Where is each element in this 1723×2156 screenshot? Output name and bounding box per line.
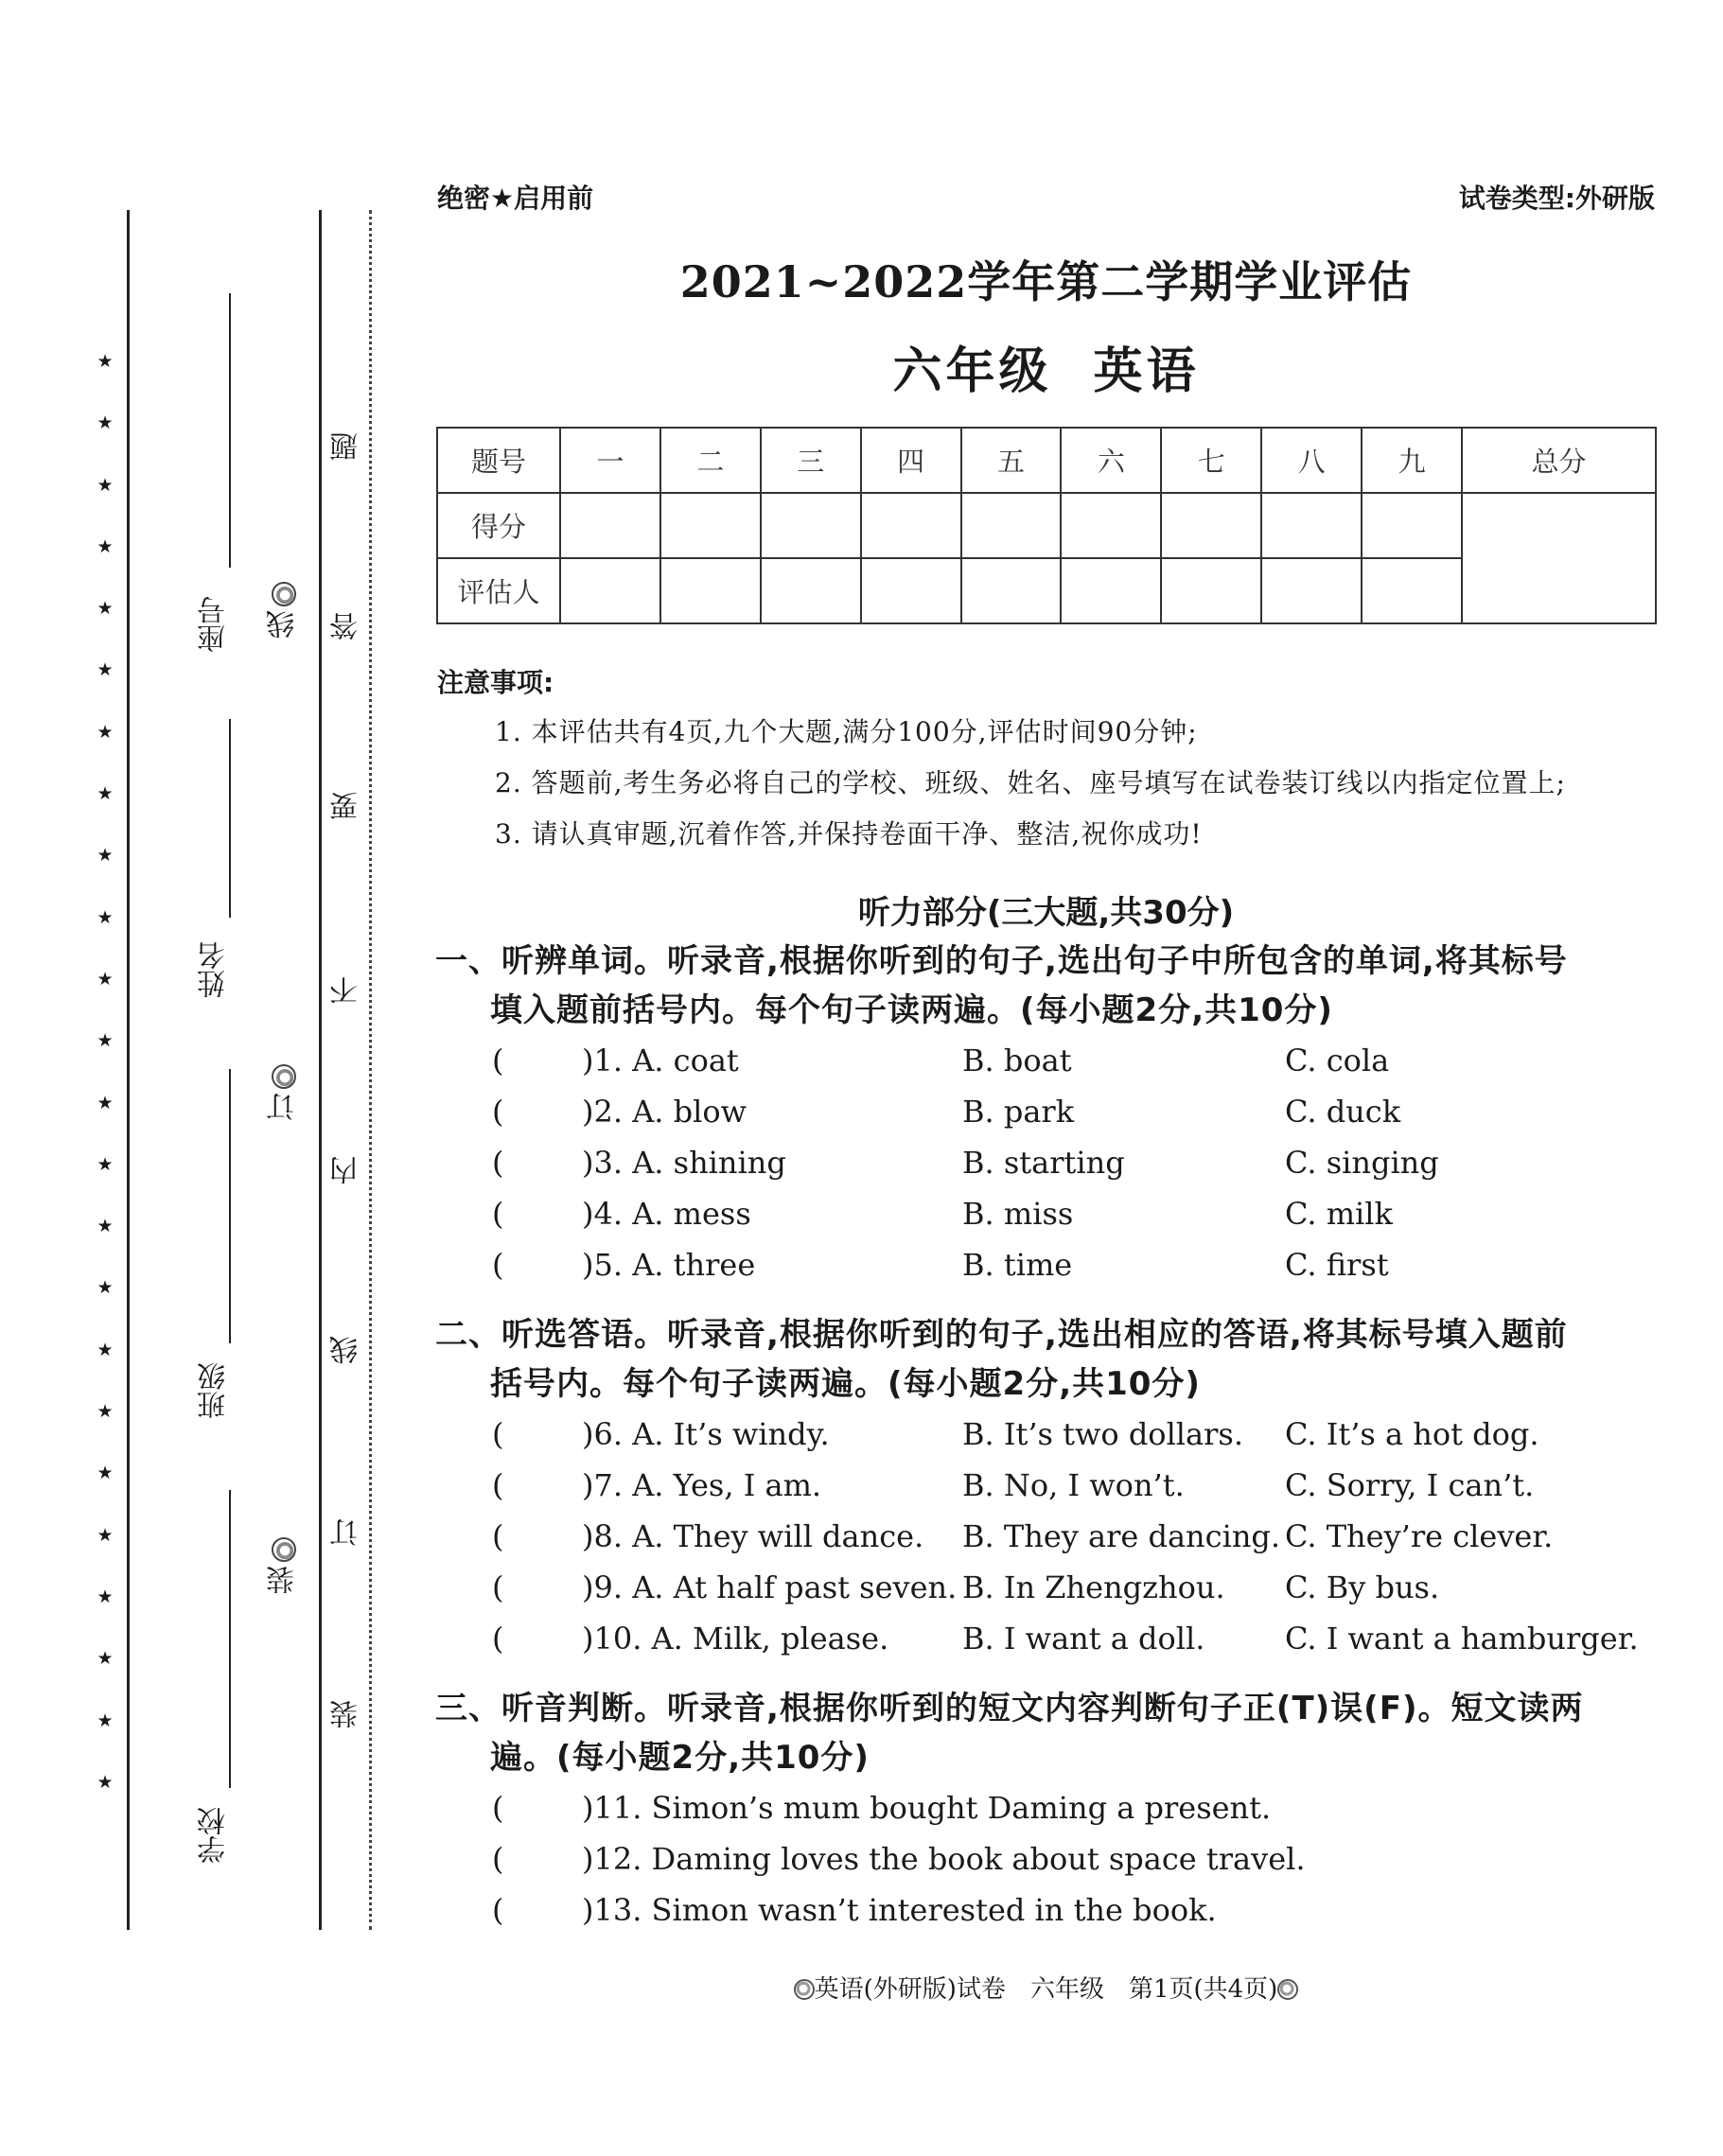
bind-mark-ding bbox=[263, 1055, 301, 1131]
bind-mark-label: 线 bbox=[267, 610, 300, 639]
question-row bbox=[492, 1247, 755, 1283]
star-icon: ★ bbox=[97, 783, 114, 805]
section-title bbox=[435, 1684, 1661, 1782]
star-icon: ★ bbox=[97, 598, 114, 620]
score-col-header: 九 bbox=[1362, 428, 1462, 493]
warning-char: 订 bbox=[330, 1518, 363, 1548]
star-icon: ★ bbox=[97, 1771, 114, 1793]
name-label: 姓名 bbox=[198, 941, 231, 998]
name-field[interactable] bbox=[229, 719, 231, 918]
warning-char: 线 bbox=[330, 1336, 363, 1365]
seal-icon bbox=[794, 1979, 815, 2000]
school-field[interactable] bbox=[229, 1490, 231, 1788]
option-b: B. It’s two dollars. bbox=[962, 1416, 1243, 1452]
score-col-header: 总分 bbox=[1462, 428, 1656, 493]
star-icon: ★ bbox=[97, 1648, 114, 1670]
section-title-line: 填入题前括号内。每个句子读两遍。(每小题2分,共10分) bbox=[490, 991, 1333, 1029]
subject-label: 英语 bbox=[1093, 342, 1200, 400]
score-col-header: 八 bbox=[1261, 428, 1362, 493]
score-col-header: 三 bbox=[761, 428, 861, 493]
binding-line-outer bbox=[127, 210, 130, 1930]
star-icon: ★ bbox=[97, 845, 114, 867]
total-score-cell[interactable] bbox=[1462, 493, 1656, 623]
answer-bracket[interactable]: ( bbox=[492, 1621, 504, 1656]
seat-label: 座号 bbox=[198, 596, 231, 653]
grader-cell[interactable] bbox=[560, 558, 660, 623]
option-c: C. Sorry, I can’t. bbox=[1285, 1467, 1535, 1503]
option-c: C. singing bbox=[1285, 1145, 1439, 1181]
score-row bbox=[437, 493, 1656, 558]
option-c: C. They’re clever. bbox=[1285, 1518, 1554, 1554]
seal-icon bbox=[272, 1537, 296, 1562]
paper-type-label: 试卷类型:外研版 bbox=[1458, 183, 1655, 214]
question-text: )2. A. blow bbox=[582, 1094, 747, 1130]
star-icon: ★ bbox=[97, 906, 114, 928]
option-b: B. I want a doll. bbox=[962, 1621, 1205, 1656]
section-title bbox=[435, 1310, 1661, 1409]
question-text: )4. A. mess bbox=[582, 1196, 751, 1232]
class-field[interactable] bbox=[229, 1069, 231, 1343]
grader-cell[interactable] bbox=[961, 558, 1062, 623]
option-c: C. It’s a hot dog. bbox=[1285, 1416, 1539, 1452]
star-icon: ★ bbox=[97, 1277, 114, 1299]
bind-mark-zhuang bbox=[263, 1528, 301, 1604]
star-icon: ★ bbox=[97, 1709, 114, 1731]
answer-bracket[interactable]: ( bbox=[492, 1416, 504, 1452]
star-icon: ★ bbox=[97, 1401, 114, 1423]
star-icon: ★ bbox=[97, 1216, 114, 1237]
question-text: )1. A. coat bbox=[582, 1043, 739, 1078]
question-text: )3. A. shining bbox=[582, 1145, 786, 1181]
star-icon: ★ bbox=[97, 721, 114, 743]
grader-cell[interactable] bbox=[660, 558, 761, 623]
score-cell[interactable] bbox=[761, 493, 861, 558]
option-b: B. park bbox=[962, 1094, 1075, 1130]
warning-char: 不 bbox=[330, 976, 363, 1006]
option-b: B. time bbox=[962, 1247, 1073, 1283]
answer-bracket[interactable]: ( bbox=[492, 1145, 504, 1181]
school-label: 学校 bbox=[198, 1807, 231, 1864]
grader-cell[interactable] bbox=[1061, 558, 1161, 623]
score-cell[interactable] bbox=[560, 493, 660, 558]
seal-icon bbox=[272, 1064, 296, 1089]
option-b: B. No, I won’t. bbox=[962, 1467, 1185, 1503]
answer-bracket[interactable]: ( bbox=[492, 1569, 504, 1605]
score-row-label: 得分 bbox=[437, 493, 560, 558]
section-title-line: 一、听辨单词。听录音,根据你听到的句子,选出句子中所包含的单词,将其标号 bbox=[435, 942, 1568, 980]
score-cell[interactable] bbox=[1362, 493, 1462, 558]
page-footer bbox=[435, 1970, 1657, 2005]
star-icon: ★ bbox=[97, 1524, 114, 1546]
section-title-line: 三、听音判断。听录音,根据你听到的短文内容判断句子正(T)误(F)。短文读两 bbox=[435, 1690, 1584, 1727]
question-row bbox=[492, 1841, 1306, 1877]
warning-char: 要 bbox=[330, 792, 363, 821]
answer-bracket[interactable]: ( bbox=[492, 1841, 504, 1877]
bind-mark-label: 装 bbox=[267, 1566, 300, 1594]
score-col-header: 五 bbox=[961, 428, 1062, 493]
question-text: )5. A. three bbox=[582, 1247, 756, 1283]
star-icon: ★ bbox=[97, 1339, 114, 1360]
star-icon: ★ bbox=[97, 474, 114, 496]
question-row bbox=[492, 1145, 786, 1181]
score-col-header: 七 bbox=[1161, 428, 1261, 493]
seal-icon bbox=[1277, 1979, 1298, 2000]
question-row bbox=[492, 1416, 830, 1452]
answer-bracket[interactable]: ( bbox=[492, 1467, 504, 1503]
bind-mark-xian bbox=[263, 572, 301, 648]
seat-field[interactable] bbox=[229, 293, 231, 568]
grader-cell[interactable] bbox=[1362, 558, 1462, 623]
confidential-label: 绝密★启用前 bbox=[437, 183, 594, 214]
star-icon: ★ bbox=[97, 412, 114, 434]
grader-cell[interactable] bbox=[861, 558, 961, 623]
score-cell[interactable] bbox=[861, 493, 961, 558]
score-table-header-row bbox=[437, 428, 1656, 493]
question-row bbox=[492, 1196, 751, 1232]
answer-bracket[interactable]: ( bbox=[492, 1892, 504, 1928]
score-col-header: 二 bbox=[660, 428, 761, 493]
exam-subtitle bbox=[435, 331, 1657, 402]
section-title-line: 括号内。每个句子读两遍。(每小题2分,共10分) bbox=[490, 1365, 1201, 1403]
grader-cell[interactable] bbox=[1261, 558, 1362, 623]
question-text: )7. A. Yes, I am. bbox=[582, 1467, 822, 1503]
note-item: 3. 请认真审题,沉着作答,并保持卷面干净、整洁,祝你成功! bbox=[495, 818, 1203, 850]
answer-bracket[interactable]: ( bbox=[492, 1518, 504, 1554]
question-text: )10. A. Milk, please. bbox=[582, 1621, 889, 1656]
question-row bbox=[492, 1467, 821, 1503]
option-b: B. boat bbox=[962, 1043, 1072, 1078]
score-cell[interactable] bbox=[1261, 493, 1362, 558]
footer-text: 英语(外研版)试卷 六年级 第1页(共4页) bbox=[814, 1975, 1278, 2004]
option-b: B. They are dancing. bbox=[962, 1518, 1281, 1554]
notes-title: 注意事项: bbox=[437, 667, 554, 698]
question-row bbox=[492, 1621, 888, 1656]
section-title bbox=[435, 937, 1661, 1035]
answer-bracket[interactable]: ( bbox=[492, 1043, 504, 1078]
question-text: )12. Daming loves the book about space travel. bbox=[582, 1841, 1306, 1877]
grade-label: 六年级 bbox=[892, 342, 1052, 400]
exam-title: 2021~2022学年第二学期学业评估 bbox=[679, 256, 1413, 307]
star-icon: ★ bbox=[97, 968, 114, 990]
question-row bbox=[492, 1518, 923, 1554]
score-table bbox=[436, 427, 1657, 624]
question-text: )13. Simon wasn’t interested in the book. bbox=[582, 1892, 1217, 1928]
score-col-header: 题号 bbox=[437, 428, 560, 493]
question-row bbox=[492, 1569, 957, 1605]
question-row bbox=[492, 1892, 1217, 1928]
option-b: B. starting bbox=[962, 1145, 1125, 1181]
score-col-header: 六 bbox=[1061, 428, 1161, 493]
star-icon: ★ bbox=[97, 535, 114, 557]
star-icon: ★ bbox=[97, 1092, 114, 1113]
binding-cut-line bbox=[369, 210, 372, 1930]
star-icon: ★ bbox=[97, 1586, 114, 1607]
star-icon: ★ bbox=[97, 659, 114, 681]
grader-cell[interactable] bbox=[1161, 558, 1261, 623]
question-row bbox=[492, 1043, 739, 1078]
question-text: )9. A. At half past seven. bbox=[582, 1569, 958, 1605]
question-text: )11. Simon’s mum bought Daming a present. bbox=[582, 1790, 1272, 1826]
warning-char: 答 bbox=[330, 612, 363, 641]
class-label: 班级 bbox=[198, 1362, 231, 1419]
binding-line-inner bbox=[319, 210, 322, 1930]
score-col-header: 一 bbox=[560, 428, 660, 493]
star-icon: ★ bbox=[97, 1153, 114, 1175]
option-c: C. first bbox=[1285, 1247, 1389, 1283]
star-icon: ★ bbox=[97, 351, 114, 372]
score-cell[interactable] bbox=[1061, 493, 1161, 558]
star-icon: ★ bbox=[97, 1030, 114, 1052]
star-column bbox=[95, 352, 115, 1834]
answer-bracket[interactable]: ( bbox=[492, 1196, 504, 1232]
answer-bracket[interactable]: ( bbox=[492, 1094, 504, 1130]
star-icon: ★ bbox=[97, 1463, 114, 1484]
warning-char: 题 bbox=[330, 432, 363, 462]
option-b: B. miss bbox=[962, 1196, 1074, 1232]
seal-icon bbox=[272, 582, 296, 606]
question-row bbox=[492, 1790, 1271, 1826]
option-c: C. milk bbox=[1285, 1196, 1393, 1232]
section-title-line: 遍。(每小题2分,共10分) bbox=[490, 1739, 870, 1777]
answer-bracket[interactable]: ( bbox=[492, 1247, 504, 1283]
option-b: B. In Zhengzhou. bbox=[962, 1569, 1225, 1605]
option-c: C. I want a hamburger. bbox=[1285, 1621, 1639, 1656]
note-item: 1. 本评估共有4页,九个大题,满分100分,评估时间90分钟; bbox=[495, 716, 1198, 747]
listening-part-title: 听力部分(三大题,共30分) bbox=[857, 894, 1235, 932]
grader-cell[interactable] bbox=[761, 558, 861, 623]
score-cell[interactable] bbox=[660, 493, 761, 558]
option-c: C. By bus. bbox=[1285, 1569, 1440, 1605]
grader-row-label: 评估人 bbox=[437, 558, 560, 623]
bind-mark-label: 订 bbox=[267, 1093, 300, 1121]
warning-char: 内 bbox=[330, 1156, 363, 1185]
note-item: 2. 答题前,考生务必将自己的学校、班级、姓名、座号填写在试卷装订线以内指定位置上; bbox=[495, 767, 1566, 798]
answer-bracket[interactable]: ( bbox=[492, 1790, 504, 1826]
score-cell[interactable] bbox=[961, 493, 1062, 558]
score-col-header: 四 bbox=[861, 428, 961, 493]
question-row bbox=[492, 1094, 747, 1130]
option-c: C. duck bbox=[1285, 1094, 1401, 1130]
question-text: )8. A. They will dance. bbox=[582, 1518, 924, 1554]
warning-char: 装 bbox=[330, 1700, 363, 1729]
score-cell[interactable] bbox=[1161, 493, 1261, 558]
section-title-line: 二、听选答语。听录音,根据你听到的句子,选出相应的答语,将其标号填入题前 bbox=[435, 1316, 1568, 1354]
question-text: )6. A. It’s windy. bbox=[582, 1416, 830, 1452]
option-c: C. cola bbox=[1285, 1043, 1390, 1078]
